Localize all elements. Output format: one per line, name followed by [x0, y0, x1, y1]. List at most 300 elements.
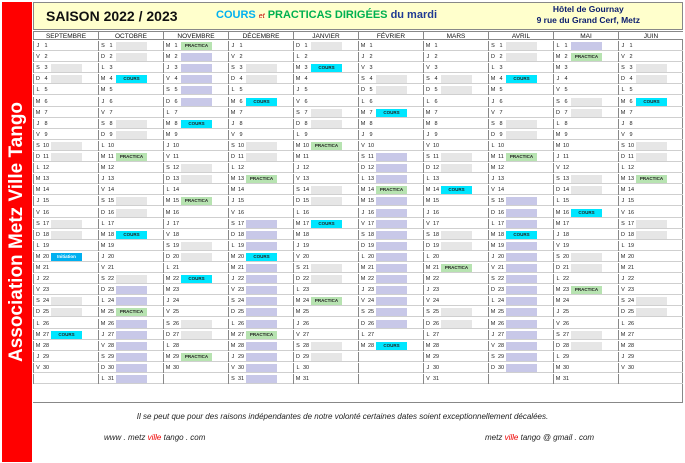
day-cell [163, 108, 228, 118]
weekday-letter: L [553, 41, 562, 51]
event-cours: COURS [441, 186, 472, 194]
venue-street: 9 rue du Grand Cerf, Metz [536, 15, 640, 25]
day-cell [358, 152, 423, 162]
weekday-letter: J [618, 352, 627, 362]
weekday-letter: J [98, 174, 107, 184]
weekday-letter: J [33, 119, 42, 129]
school-holiday-mark [506, 331, 537, 339]
day-cell [33, 252, 98, 262]
weekday-letter: V [618, 130, 627, 140]
day-cell [293, 263, 358, 273]
weekday-letter: S [358, 152, 367, 162]
weekday-letter: J [98, 97, 107, 107]
weekday-letter: J [33, 352, 42, 362]
day-cell [358, 52, 423, 62]
day-number: 10 [237, 142, 245, 149]
weekday-letter: J [553, 230, 562, 240]
day-number: 3 [304, 65, 308, 72]
day-number: 28 [107, 342, 115, 349]
weekday-letter: M [293, 307, 302, 317]
weekday-letter: V [553, 319, 562, 329]
event-slot [311, 253, 342, 261]
day-cell [163, 196, 228, 206]
day-cell [358, 163, 423, 173]
event-slot [636, 308, 667, 316]
weekday-letter: V [98, 263, 107, 273]
event-slot [636, 264, 667, 272]
day-number: 17 [497, 220, 505, 227]
day-number: 29 [107, 353, 115, 360]
association-name: Association Metz Ville Tango [6, 101, 27, 363]
day-number: 28 [432, 342, 440, 349]
event-slot [636, 364, 667, 372]
day-number: 17 [107, 220, 115, 227]
day-cell [228, 296, 293, 306]
weekday-letter: J [163, 219, 172, 229]
day-number: 14 [172, 187, 180, 194]
event-slot [441, 197, 472, 205]
school-holiday-mark [246, 308, 277, 316]
weekday-letter: M [293, 63, 302, 73]
day-cell [33, 341, 98, 351]
event-slot [571, 131, 602, 139]
weekday-letter: S [163, 319, 172, 329]
event-slot [246, 109, 277, 117]
day-cell [293, 352, 358, 362]
event-slot [181, 320, 212, 328]
weekday-letter: S [553, 97, 562, 107]
event-practica: PRACTICA [506, 153, 537, 161]
weekday-letter: M [293, 230, 302, 240]
weekday-letter: V [228, 285, 237, 295]
weekday-letter: M [618, 341, 627, 351]
weekday-letter: D [228, 74, 237, 84]
day-number: 8 [109, 120, 113, 127]
day-cell [618, 174, 683, 184]
day-number: 20 [237, 253, 245, 260]
weekday-letter: D [553, 185, 562, 195]
event-slot [571, 320, 602, 328]
day-cell [553, 130, 618, 140]
day-cell [553, 274, 618, 284]
event-slot [311, 186, 342, 194]
event-slot [51, 86, 82, 94]
weekday-letter: V [358, 296, 367, 306]
day-cell [618, 241, 683, 251]
weekday-letter: D [33, 152, 42, 162]
day-cell [488, 163, 553, 173]
weekday-letter: J [488, 330, 497, 340]
event-slot [506, 142, 537, 150]
weekday-letter: V [553, 163, 562, 173]
weekday-letter: M [98, 230, 107, 240]
mail-red: ville [504, 433, 519, 442]
day-cell [618, 374, 683, 384]
mail-suffix: tango @ gmail . com [520, 433, 595, 442]
day-cell [33, 296, 98, 306]
day-number: 22 [367, 276, 375, 283]
day-number: 18 [42, 231, 50, 238]
weekday-letter: V [488, 108, 497, 118]
day-number: 27 [237, 331, 245, 338]
weekday-letter: L [358, 174, 367, 184]
weekday-letter: V [358, 141, 367, 151]
day-number: 4 [629, 76, 633, 83]
event-practica: PRACTICA [311, 142, 342, 150]
day-number: 14 [497, 187, 505, 194]
event-slot [636, 197, 667, 205]
day-number: 24 [497, 298, 505, 305]
day-number: 7 [629, 109, 633, 116]
day-number: 29 [237, 353, 245, 360]
website-link[interactable] [104, 433, 205, 442]
event-slot [571, 164, 602, 172]
weekday-letter: M [358, 41, 367, 51]
weekday-letter: L [553, 274, 562, 284]
weekday-letter: D [163, 330, 172, 340]
day-number: 19 [302, 242, 310, 249]
weekday-letter: M [228, 263, 237, 273]
weekday-letter: S [553, 252, 562, 262]
day-cell [33, 130, 98, 140]
day-cell [33, 141, 98, 151]
event-slot [311, 308, 342, 316]
event-slot [571, 308, 602, 316]
day-number: 17 [367, 220, 375, 227]
day-cell [553, 241, 618, 251]
weekday-letter: J [33, 274, 42, 284]
day-number: 25 [237, 309, 245, 316]
day-cell [553, 374, 618, 384]
weekday-letter: S [423, 74, 432, 84]
weekday-letter: M [553, 374, 562, 384]
event-slot [506, 64, 537, 72]
event-slot [116, 186, 147, 194]
day-number: 26 [432, 320, 440, 327]
day-cell [618, 52, 683, 62]
day-cell [488, 352, 553, 362]
day-cell [423, 196, 488, 206]
weekday-letter: V [423, 219, 432, 229]
weekday-letter: V [488, 185, 497, 195]
day-cell [228, 74, 293, 84]
weekday-letter: M [553, 219, 562, 229]
event-cours: COURS [506, 75, 537, 83]
event-slot [311, 375, 342, 383]
day-cell [98, 74, 163, 84]
day-cell [293, 296, 358, 306]
day-number: 24 [432, 298, 440, 305]
empty-slot [33, 374, 42, 384]
day-cell [358, 252, 423, 262]
month-header: OCTOBRE [98, 31, 163, 40]
day-number: 8 [239, 120, 243, 127]
day-cell [163, 219, 228, 229]
weekday-letter: D [358, 85, 367, 95]
weekday-letter: L [228, 241, 237, 251]
event-slot [116, 264, 147, 272]
day-number: 24 [42, 298, 50, 305]
weekday-letter: J [618, 41, 627, 51]
weekday-letter: S [618, 63, 627, 73]
event-slot [636, 153, 667, 161]
day-number: 31 [302, 376, 310, 382]
day-cell [228, 196, 293, 206]
day-cell [358, 363, 423, 373]
season-title: SAISON 2022 / 2023 [46, 8, 178, 24]
day-number: 17 [237, 220, 245, 227]
day-number: 28 [302, 342, 310, 349]
day-cell [163, 307, 228, 317]
day-number: 21 [367, 265, 375, 271]
day-number: 9 [434, 131, 438, 138]
day-cell [618, 108, 683, 118]
day-number: 11 [108, 154, 114, 160]
weekday-letter: D [293, 41, 302, 51]
subtitle-du-mardi: du mardi [390, 9, 438, 21]
day-number: 14 [42, 187, 50, 194]
event-practica: PRACTICA [246, 175, 277, 183]
day-cell [358, 119, 423, 129]
day-cell [553, 285, 618, 295]
event-slot [51, 364, 82, 372]
school-holiday-mark [246, 242, 277, 250]
day-cell [98, 196, 163, 206]
day-number: 22 [562, 276, 570, 283]
day-number: 2 [304, 54, 308, 61]
weekday-letter: S [228, 296, 237, 306]
day-cell [228, 319, 293, 329]
weekday-letter: J [293, 241, 302, 251]
day-number: 19 [107, 242, 115, 249]
weekday-letter: M [163, 119, 172, 129]
day-cell [293, 241, 358, 251]
day-number: 5 [174, 87, 178, 94]
day-number: 13 [42, 176, 50, 183]
day-number: 6 [434, 98, 438, 105]
day-number: 25 [627, 309, 635, 316]
event-slot [181, 109, 212, 117]
day-cell [618, 285, 683, 295]
weekday-letter: S [293, 263, 302, 273]
event-slot [51, 98, 82, 106]
day-number: 1 [369, 43, 373, 49]
event-slot [441, 209, 472, 217]
day-number: 17 [562, 220, 570, 227]
weekday-letter: J [228, 119, 237, 129]
event-slot [51, 131, 82, 139]
weekday-letter: D [33, 230, 42, 240]
event-slot [571, 364, 602, 372]
weekday-letter: M [488, 319, 497, 329]
day-number: 26 [627, 320, 635, 327]
day-cell [488, 307, 553, 317]
day-number: 3 [174, 65, 178, 72]
weekday-letter: D [228, 307, 237, 317]
day-cell [98, 208, 163, 218]
event-practica: PRACTICA [376, 186, 407, 194]
day-cell [488, 374, 553, 384]
day-number: 23 [432, 287, 440, 294]
school-holiday-mark [376, 242, 407, 250]
weekday-letter: D [98, 208, 107, 218]
day-cell [98, 285, 163, 295]
weekday-letter: V [228, 52, 237, 62]
event-slot [51, 242, 82, 250]
weekday-letter: L [618, 163, 627, 173]
event-slot [441, 131, 472, 139]
event-slot [636, 75, 667, 83]
weekday-letter: J [488, 97, 497, 107]
event-slot [116, 142, 147, 150]
school-holiday-mark [506, 264, 537, 272]
day-cell [358, 196, 423, 206]
day-number: 11 [43, 154, 49, 160]
day-number: 3 [109, 65, 113, 72]
day-cell [488, 252, 553, 262]
weekday-letter: M [618, 330, 627, 340]
weekday-letter: M [163, 274, 172, 284]
day-cell [33, 363, 98, 373]
day-cell [618, 352, 683, 362]
day-number: 22 [627, 276, 635, 283]
day-cell [163, 230, 228, 240]
weekday-letter: M [228, 174, 237, 184]
event-slot [441, 242, 472, 250]
day-cell [488, 185, 553, 195]
event-slot [441, 297, 472, 305]
day-cell [488, 341, 553, 351]
event-slot [441, 142, 472, 150]
day-number: 23 [302, 287, 310, 294]
day-number: 5 [564, 87, 568, 94]
event-practica: PRACTICA [181, 353, 212, 361]
event-slot [571, 98, 602, 106]
day-cell [293, 108, 358, 118]
weekday-letter: D [618, 230, 627, 240]
weekday-letter: J [553, 152, 562, 162]
day-cell [228, 63, 293, 73]
day-cell [163, 330, 228, 340]
event-slot [246, 142, 277, 150]
event-slot [181, 264, 212, 272]
weekday-letter: M [618, 174, 627, 184]
day-number: 26 [237, 320, 245, 327]
day-cell [423, 52, 488, 62]
day-number: 9 [174, 131, 178, 138]
day-number: 29 [172, 353, 180, 360]
school-holiday-mark [376, 264, 407, 272]
event-slot [376, 142, 407, 150]
event-slot [311, 120, 342, 128]
day-cell [358, 130, 423, 140]
school-holiday-mark [246, 264, 277, 272]
weekday-letter: D [423, 241, 432, 251]
school-holiday-mark [506, 320, 537, 328]
day-cell [228, 341, 293, 351]
day-cell [228, 263, 293, 273]
day-cell [618, 341, 683, 351]
event-slot [246, 120, 277, 128]
day-number: 25 [367, 309, 375, 316]
day-cell [293, 163, 358, 173]
empty-slot [163, 374, 172, 384]
day-number: 14 [367, 187, 375, 194]
weekday-letter: L [228, 85, 237, 95]
day-number: 30 [497, 364, 505, 371]
weekday-letter: L [163, 263, 172, 273]
weekday-letter: V [163, 307, 172, 317]
weekday-letter: S [98, 352, 107, 362]
day-cell [228, 241, 293, 251]
weekday-letter: L [98, 141, 107, 151]
weekday-letter: L [618, 241, 627, 251]
day-cell [553, 296, 618, 306]
day-cell [163, 141, 228, 151]
school-holiday-mark [181, 64, 212, 72]
event-cours: COURS [376, 342, 407, 350]
event-slot [506, 120, 537, 128]
day-number: 10 [42, 142, 50, 149]
day-cell [553, 119, 618, 129]
event-slot [311, 98, 342, 106]
weekday-letter: D [423, 319, 432, 329]
day-cell [423, 241, 488, 251]
day-number: 17 [432, 220, 440, 227]
weekday-letter: M [98, 74, 107, 84]
day-number: 3 [44, 65, 48, 72]
email-link[interactable] [485, 433, 594, 442]
event-slot [116, 197, 147, 205]
day-cell [358, 263, 423, 273]
event-slot [506, 175, 537, 183]
event-slot [571, 331, 602, 339]
day-number: 21 [107, 265, 115, 271]
day-cell [33, 241, 98, 251]
event-slot [246, 197, 277, 205]
day-cell [98, 219, 163, 229]
school-holiday-mark [506, 197, 537, 205]
day-number: 7 [174, 109, 178, 116]
event-slot [571, 253, 602, 261]
weekday-letter: D [358, 163, 367, 173]
day-number: 12 [627, 165, 635, 172]
day-number: 6 [499, 98, 503, 105]
day-number: 6 [304, 98, 308, 105]
school-holiday-mark [116, 297, 147, 305]
day-number: 7 [109, 109, 113, 116]
weekday-letter: M [553, 363, 562, 373]
day-number: 23 [237, 287, 245, 294]
day-cell [228, 152, 293, 162]
day-cell [423, 307, 488, 317]
day-number: 30 [302, 364, 310, 371]
school-holiday-mark [116, 320, 147, 328]
event-slot [571, 142, 602, 150]
day-number: 30 [562, 364, 570, 371]
school-holiday-mark [116, 342, 147, 350]
day-number: 29 [302, 353, 310, 360]
day-number: 1 [434, 43, 438, 49]
event-practica: PRACTICA [441, 264, 472, 272]
day-cell [293, 330, 358, 340]
school-holiday-mark [246, 364, 277, 372]
event-slot [441, 98, 472, 106]
day-cell [33, 108, 98, 118]
day-number: 5 [369, 87, 373, 94]
day-number: 25 [107, 309, 115, 316]
event-cours: COURS [636, 98, 667, 106]
